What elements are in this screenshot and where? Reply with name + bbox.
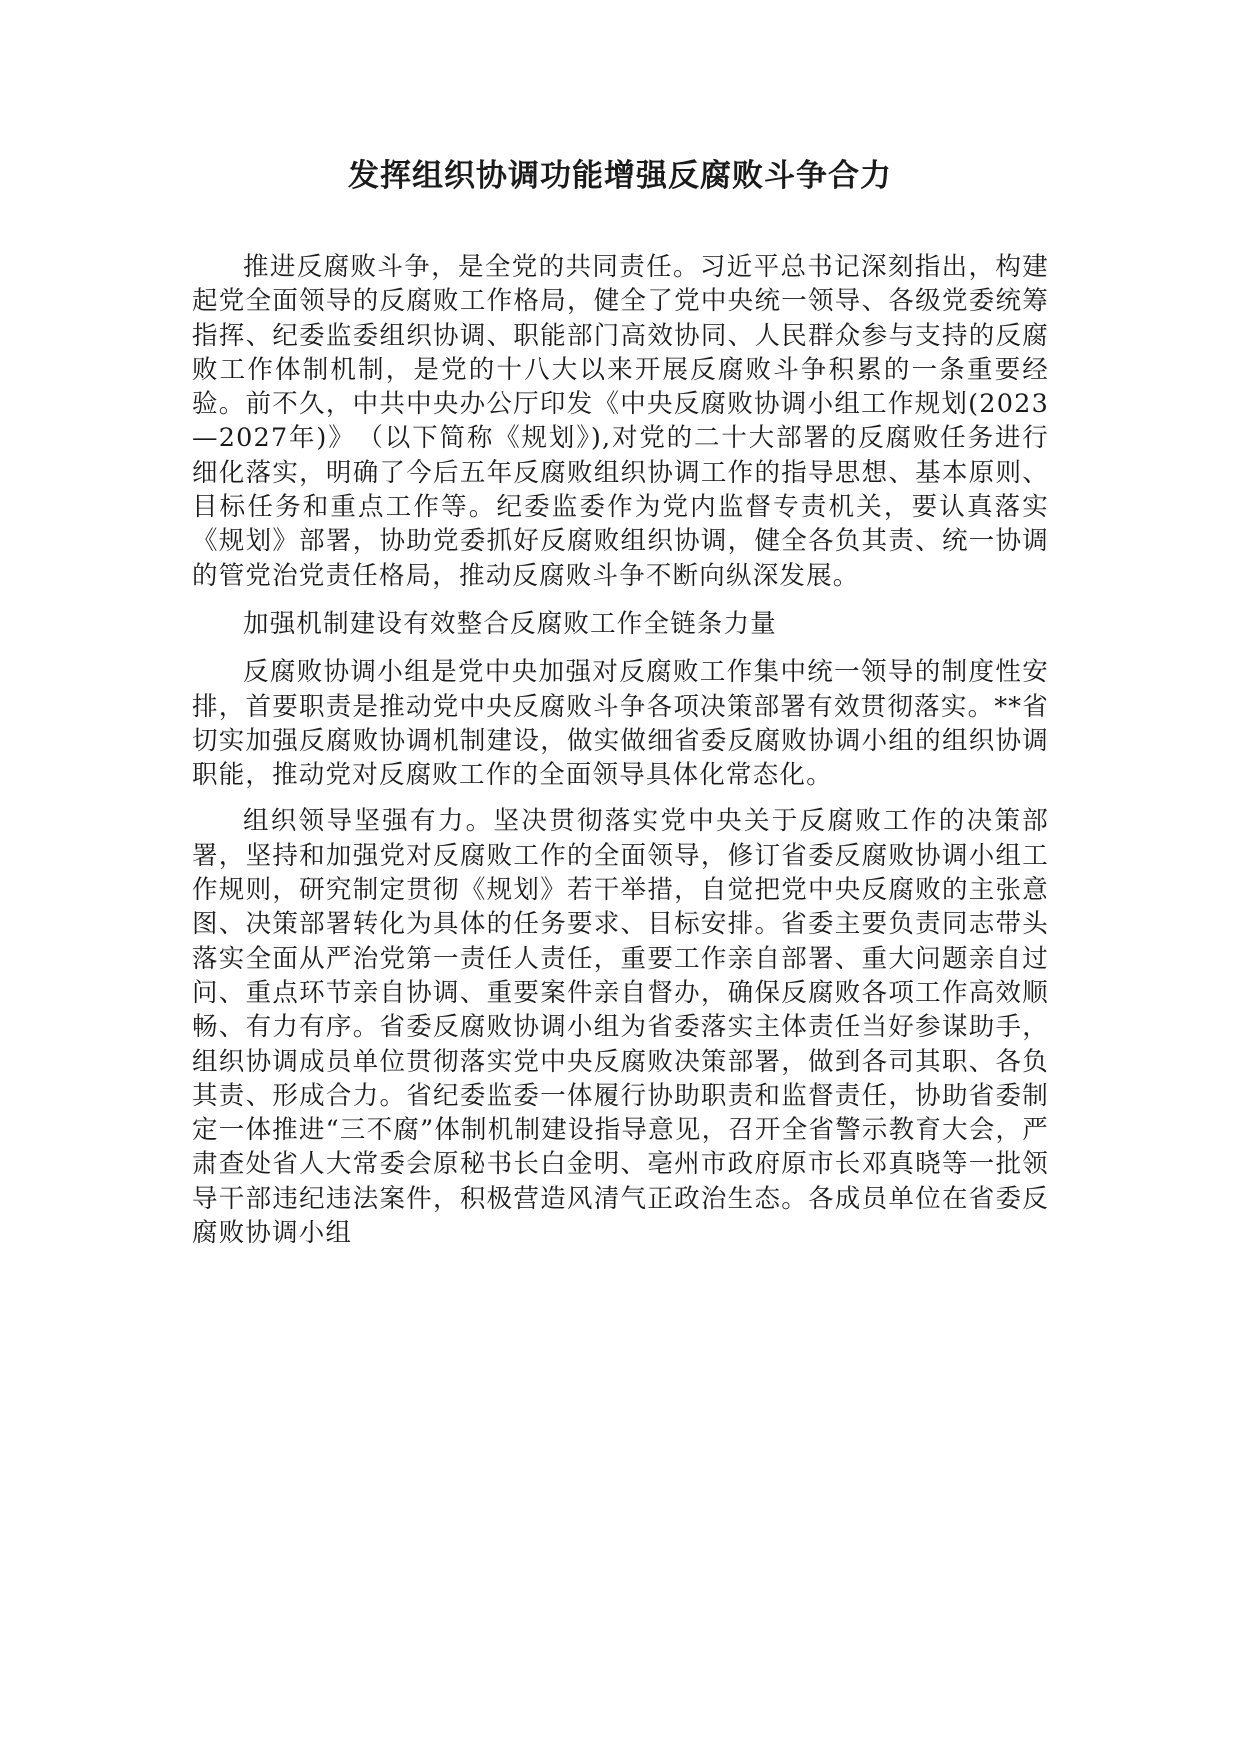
document-body	[192, 250, 1049, 1250]
paragraph-leadership: 组织领导坚强有力。坚决贯彻落实党中央关于反腐败工作的决策部署，坚持和加强党对反腐败工作的全面领导，修订省委反腐败协调小组工作规则，研究制定贯彻《规划》若干举措，自觉把党中央反腐败的主张意图、决策部署转化为具体的任务要求、目标安排。省委主要负责同志带头落实全面从严治党第一责任人责任，重要工作亲自部署、重大问题亲自过问、重点环节亲自协调、重要案件亲自督办，确保反腐败各项工作高效顺畅、有力有序。省委反腐败协调小组为省委落实主体责任当好参谋助手，组织协调成员单位贯彻落实党中央反腐败决策部署，做到各司其职、各负其责、形成合力。省纪委监委一体履行协助职责和监督责任，协助省委制定一体推进“三不腐”体制机制建设指导意见，召开全省警示教育大会，严肃查处省人大常委会原秘书长白金明、亳州市政府原市长邓真晓等一批领导干部违纪违法案件，积极营造风清气正政治生态。各成员单位在省委反腐败协调小组	[192, 806, 1049, 1249]
paragraph-mechanism: 反腐败协调小组是党中央加强对反腐败工作集中统一领导的制度性安排，首要职责是推动党中央反腐败斗争各项决策部署有效贯彻落实。**省切实加强反腐败协调机制建设，做实做细省委反腐败协调小组的组织协调职能，推动党对反腐败工作的全面领导具体化常态化。	[192, 657, 1049, 791]
paragraph-intro: 推进反腐败斗争，是全党的共同责任。习近平总书记深刻指出，构建起党全面领导的反腐败工作格局，健全了党中央统一领导、各级党委统筹指挥、纪委监委组织协调、职能部门高效协同、人民群众参与支持的反腐败工作体制机制，是党的十八大以来开展反腐败斗争积累的一条重要经验。前不久，中共中央办公厅印发《中央反腐败协调小组工作规划(2023—2027年)》 （以下简称《规划》),对党的二十大部署的反腐败任务进行细化落实，明确了今后五年反腐败组织协调工作的指导思想、基本原则、目标任务和重点工作等。纪委监委作为党内监督专责机关，要认真落实《规划》部署，协助党委抓好反腐败组织协调，健全各负其责、统一协调的管党治党责任格局，推动反腐败斗争不断向纵深发展。	[192, 252, 1049, 591]
section-heading: 加强机制建设有效整合反腐败工作全链条力量	[243, 608, 778, 639]
document-title: 发挥组织协调功能增强反腐败斗争合力	[348, 158, 892, 194]
